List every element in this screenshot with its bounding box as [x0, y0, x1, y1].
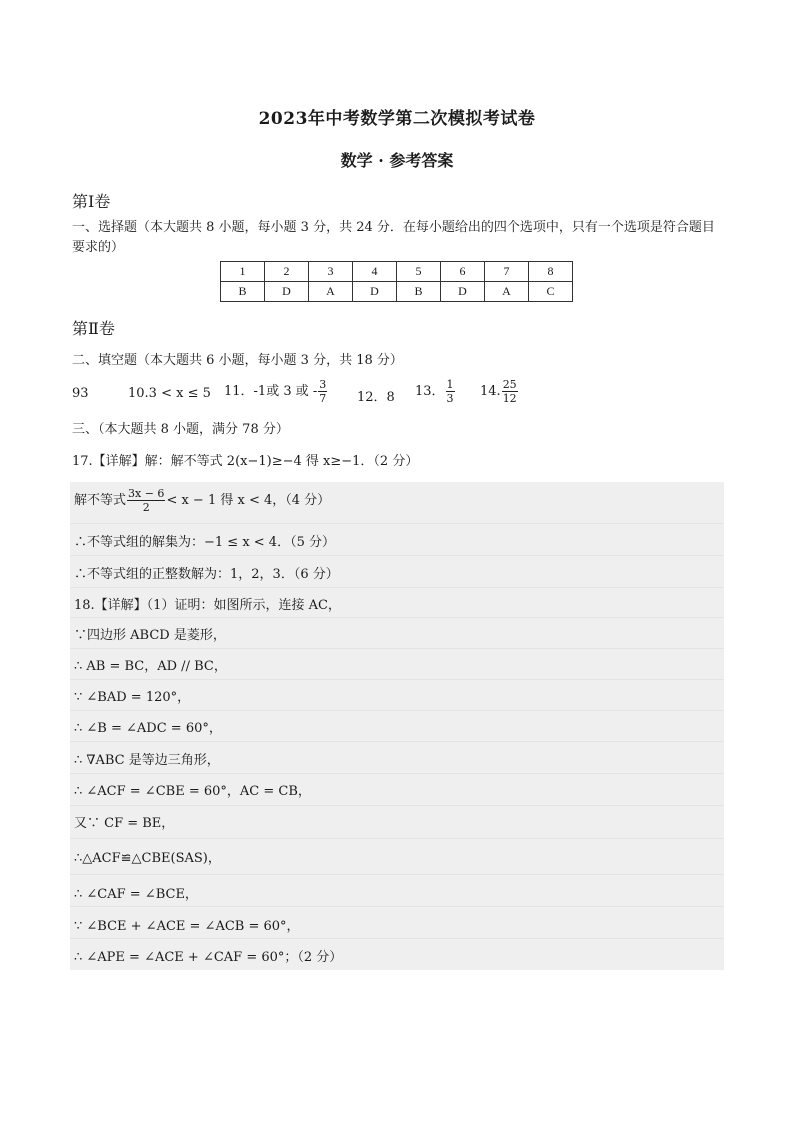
answer-q11 [224, 378, 328, 405]
row-divider [70, 648, 724, 649]
answer-q9: 93 [72, 386, 89, 401]
answer-table [220, 261, 573, 302]
q18-line: ∴ ∠CAF = ∠BCE， [74, 887, 198, 902]
answer-q13 [415, 378, 456, 405]
q18-line: ∴ ∠B = ∠ADC = 60°， [74, 721, 222, 736]
row-divider [70, 838, 724, 839]
answer-q13-text: 13． [415, 384, 445, 399]
section-3-intro: 三、（本大题共 8 小题，满分 78 分） [72, 422, 289, 437]
fraction [127, 487, 165, 514]
row-divider [70, 938, 724, 939]
q17-line-2-suffix: < x − 1 得 x < 4，（4 分） [166, 493, 331, 508]
row-divider [70, 617, 724, 618]
row-divider [70, 741, 724, 742]
volume-1-heading: 第Ⅰ卷 [72, 192, 111, 211]
q17-line-1: 17.【详解】解：解不等式 2(x−1)≥−4 得 x≥−1．（2 分） [72, 454, 419, 469]
volume-2-heading: 第Ⅱ卷 [72, 319, 115, 338]
q18-line: 又∵ CF = BE， [74, 816, 175, 831]
question-number: 8 [529, 262, 573, 282]
row-divider [70, 874, 724, 875]
fraction [318, 378, 327, 405]
row-divider [70, 523, 724, 524]
row-divider [70, 805, 724, 806]
answer-q14 [480, 378, 519, 405]
question-number: 1 [221, 262, 265, 282]
q18-line: ∵四边形 ABCD 是菱形， [74, 628, 226, 643]
answer-choice: D [265, 282, 309, 302]
fraction-numerator: 1 [446, 378, 454, 391]
answer-choice: A [485, 282, 529, 302]
q18-line: ∴ AB = BC，AD // BC， [74, 659, 227, 674]
answer-choice: B [397, 282, 441, 302]
question-number: 7 [485, 262, 529, 282]
q17-line-4: ∴不等式组的正整数解为：1，2，3．（6 分） [74, 567, 339, 582]
answer-choice: D [441, 282, 485, 302]
row-divider [70, 773, 724, 774]
row-divider [70, 710, 724, 711]
q18-line: ∴ ∠ACF = ∠CBE = 60°，AC = CB， [74, 784, 311, 799]
row-divider [70, 555, 724, 556]
answer-choice: C [529, 282, 573, 302]
q18-line: ∴△ACF≌△CBE(SAS)， [74, 851, 221, 866]
q17-line-2 [74, 487, 330, 514]
fraction-denominator: 3 [446, 392, 454, 405]
q17-line-3: ∴不等式组的解集为：−1 ≤ x < 4．（5 分） [74, 535, 335, 550]
answer-choice: D [353, 282, 397, 302]
answer-choice: B [221, 282, 265, 302]
fraction-numerator: 3 [319, 378, 327, 391]
answer-q14-text: 14. [480, 384, 501, 399]
q18-line: ∴ ∇ABC 是等边三角形， [74, 753, 220, 768]
fill-blank-answers [72, 378, 722, 414]
section-1-intro: 一、选择题（本大题共 8 小题，每小题 3 分，共 24 分．在每小题给出的四个选项中，只有一个选项是符合题目要求的） [72, 220, 715, 255]
question-number: 3 [309, 262, 353, 282]
answer-q11-text: 11．-1或 3 或 - [224, 384, 318, 399]
q18-line: 18.【详解】（1）证明：如图所示，连接 AC， [74, 598, 341, 613]
fraction-denominator: 2 [142, 501, 150, 514]
fraction [446, 378, 455, 405]
q18-line: ∵ ∠BCE + ∠ACE = ∠ACB = 60°， [74, 919, 300, 934]
question-number: 6 [441, 262, 485, 282]
answer-q10: 10.3 < x ≤ 5 [128, 386, 211, 401]
answer-table-number-row [221, 262, 573, 282]
fraction-numerator: 3x − 6 [128, 487, 165, 500]
answer-q12: 12．8 [357, 390, 395, 405]
fraction [502, 378, 518, 405]
fraction-denominator: 7 [319, 392, 327, 405]
fraction-denominator: 12 [502, 392, 517, 405]
q17-line-2-prefix: 解不等式 [74, 493, 127, 508]
exam-title: 2023年中考数学第二次模拟考试卷 [258, 109, 536, 129]
q18-line: ∵ ∠BAD = 120°， [74, 690, 191, 705]
answer-table-answer-row [221, 282, 573, 302]
question-number: 4 [353, 262, 397, 282]
answer-choice: A [309, 282, 353, 302]
row-divider [70, 679, 724, 680]
q18-line: ∴ ∠APE = ∠ACE + ∠CAF = 60°；（2 分） [74, 950, 343, 965]
row-divider [70, 587, 724, 588]
row-divider [70, 906, 724, 907]
question-number: 2 [265, 262, 309, 282]
question-number: 5 [397, 262, 441, 282]
exam-subtitle: 数学 · 参考答案 [340, 151, 454, 170]
fraction-numerator: 25 [502, 378, 517, 391]
section-2-intro: 二、填空题（本大题共 6 小题，每小题 3 分，共 18 分） [72, 353, 403, 368]
